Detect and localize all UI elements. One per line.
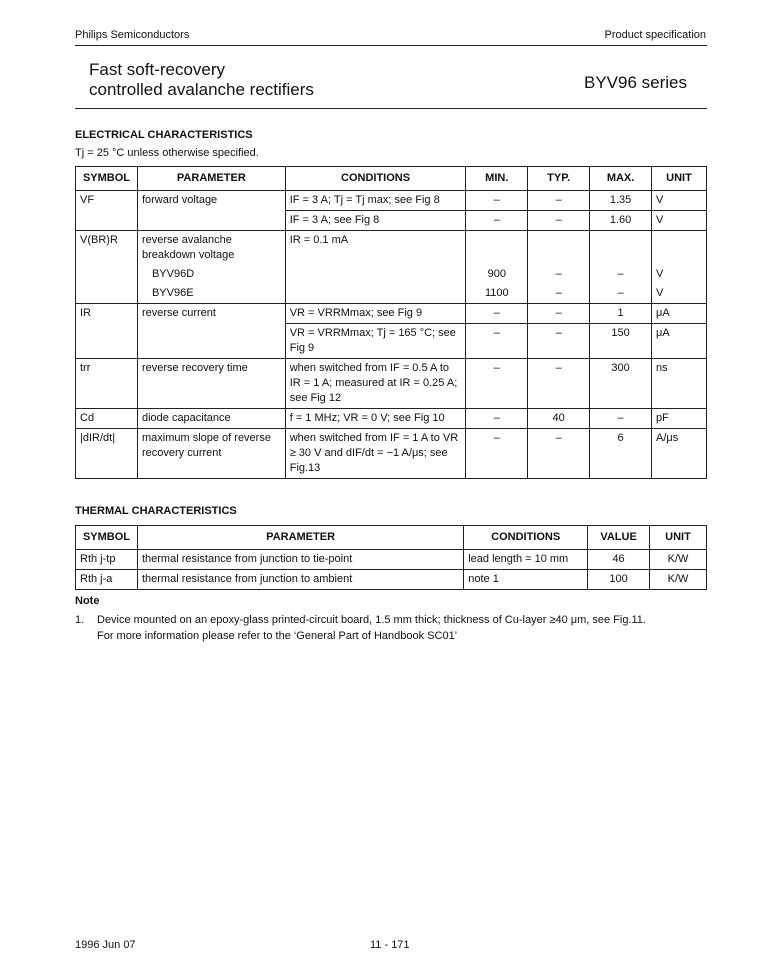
col-header: UNIT <box>652 167 707 191</box>
table-row <box>76 304 707 324</box>
conditions-cell: VR = VRRMmax; see Fig 9 <box>285 304 466 324</box>
parameter-cell: thermal resistance from junction to ambient <box>137 570 463 590</box>
max-cell: 1.35 <box>590 191 652 211</box>
col-header: SYMBOL <box>76 526 138 550</box>
parameter-cell: BYV96E <box>137 284 285 304</box>
unit-cell: V <box>652 211 707 231</box>
header-rule <box>75 45 707 46</box>
col-header: TYP. <box>528 167 590 191</box>
unit-cell: pF <box>652 409 707 429</box>
electrical-table <box>75 166 707 479</box>
unit-cell: V <box>652 191 707 211</box>
electrical-subheading: Tj = 25 °C unless otherwise specified. <box>75 147 259 159</box>
min-cell: – <box>466 324 528 359</box>
thermal-table <box>75 525 707 590</box>
conditions-cell: when switched from IF = 1 A to VR ≥ 30 V and dIF/dt = −1 A/μs; see Fig.13 <box>285 429 466 479</box>
company-name: Philips Semiconductors <box>75 29 190 41</box>
unit-cell: V <box>652 265 707 284</box>
col-header: SYMBOL <box>76 167 138 191</box>
conditions-cell: IF = 3 A; Tj = Tj max; see Fig 8 <box>285 191 466 211</box>
unit-cell: V <box>652 284 707 304</box>
parameter-cell: diode capacitance <box>137 409 285 429</box>
unit-cell <box>652 231 707 266</box>
parameter-cell: maximum slope of reverse recovery current <box>137 429 285 479</box>
note-number: 1. <box>75 614 85 626</box>
max-cell: 1 <box>590 304 652 324</box>
table-row <box>76 231 707 266</box>
conditions-cell: f = 1 MHz; VR = 0 V; see Fig 10 <box>285 409 466 429</box>
unit-cell: K/W <box>650 550 707 570</box>
typ-cell: 40 <box>528 409 590 429</box>
parameter-cell: BYV96D <box>137 265 285 284</box>
min-cell: – <box>466 359 528 409</box>
col-header: PARAMETER <box>137 526 463 550</box>
notes-heading: Note <box>75 595 100 607</box>
thermal-header-row <box>76 526 707 550</box>
symbol-cell: Cd <box>76 409 138 429</box>
page-number: 11 - 171 <box>370 939 410 951</box>
document-type: Product specification <box>604 29 706 41</box>
min-cell: – <box>466 429 528 479</box>
col-header: MIN. <box>466 167 528 191</box>
max-cell <box>590 231 652 266</box>
value-cell: 100 <box>588 570 650 590</box>
col-header: UNIT <box>650 526 707 550</box>
electrical-heading: ELECTRICAL CHARACTERISTICS <box>75 129 253 141</box>
series-name: BYV96 series <box>584 73 687 92</box>
table-row <box>76 570 707 590</box>
max-cell: 300 <box>590 359 652 409</box>
title-rule <box>75 108 707 109</box>
typ-cell <box>528 231 590 266</box>
col-header: CONDITIONS <box>285 167 466 191</box>
typ-cell: – <box>528 359 590 409</box>
max-cell: – <box>590 265 652 284</box>
conditions-cell: IR = 0.1 mA <box>285 231 466 304</box>
conditions-cell: note 1 <box>464 570 588 590</box>
footer-date: 1996 Jun 07 <box>75 939 136 951</box>
typ-cell: – <box>528 265 590 284</box>
conditions-cell: when switched from IF = 0.5 A to IR = 1 A; measured at IR = 0.25 A; see Fig 12 <box>285 359 466 409</box>
min-cell: – <box>466 211 528 231</box>
parameter-cell: forward voltage <box>137 191 285 231</box>
document-title <box>89 60 314 100</box>
parameter-cell: reverse recovery time <box>137 359 285 409</box>
symbol-cell: IR <box>76 304 138 359</box>
conditions-cell: VR = VRRMmax; Tj = 165 °C; see Fig 9 <box>285 324 466 359</box>
typ-cell: – <box>528 324 590 359</box>
unit-cell: ns <box>652 359 707 409</box>
unit-cell: μA <box>652 304 707 324</box>
table-row <box>76 191 707 211</box>
typ-cell: – <box>528 191 590 211</box>
col-header: CONDITIONS <box>464 526 588 550</box>
typ-cell: – <box>528 284 590 304</box>
parameter-cell: reverse current <box>137 304 285 359</box>
col-header: PARAMETER <box>137 167 285 191</box>
typ-cell: – <box>528 429 590 479</box>
typ-cell: – <box>528 304 590 324</box>
typ-cell: – <box>528 211 590 231</box>
title-line-2: controlled avalanche rectifiers <box>89 80 314 99</box>
note-text: Device mounted on an epoxy-glass printed-circuit board, 1.5 mm thick; thickness of Cu-layer ≥40 μm, see Fig.11. <box>97 614 646 626</box>
max-cell: – <box>590 284 652 304</box>
symbol-cell: Rth j-tp <box>76 550 138 570</box>
min-cell <box>466 231 528 266</box>
col-header: MAX. <box>590 167 652 191</box>
table-row <box>76 429 707 479</box>
max-cell: 6 <box>590 429 652 479</box>
title-line-1: Fast soft-recovery <box>89 60 226 79</box>
min-cell: 1100 <box>466 284 528 304</box>
conditions-cell: IF = 3 A; see Fig 8 <box>285 211 466 231</box>
min-cell: 900 <box>466 265 528 284</box>
symbol-cell: VF <box>76 191 138 231</box>
electrical-header-row <box>76 167 707 191</box>
col-header: VALUE <box>588 526 650 550</box>
note-text-2: For more information please refer to the ‘General Part of Handbook SC01’ <box>97 630 458 642</box>
conditions-cell: lead length = 10 mm <box>464 550 588 570</box>
value-cell: 46 <box>588 550 650 570</box>
table-row <box>76 409 707 429</box>
symbol-cell: V(BR)R <box>76 231 138 304</box>
max-cell: – <box>590 409 652 429</box>
min-cell: – <box>466 191 528 211</box>
unit-cell: K/W <box>650 570 707 590</box>
parameter-cell: thermal resistance from junction to tie-point <box>137 550 463 570</box>
table-row <box>76 359 707 409</box>
unit-cell: A/μs <box>652 429 707 479</box>
symbol-cell: |dIR/dt| <box>76 429 138 479</box>
parameter-cell: reverse avalanche breakdown voltage <box>137 231 285 266</box>
symbol-cell: trr <box>76 359 138 409</box>
max-cell: 150 <box>590 324 652 359</box>
symbol-cell: Rth j-a <box>76 570 138 590</box>
min-cell: – <box>466 409 528 429</box>
unit-cell: μA <box>652 324 707 359</box>
table-row <box>76 550 707 570</box>
max-cell: 1.60 <box>590 211 652 231</box>
min-cell: – <box>466 304 528 324</box>
thermal-heading: THERMAL CHARACTERISTICS <box>75 505 237 517</box>
